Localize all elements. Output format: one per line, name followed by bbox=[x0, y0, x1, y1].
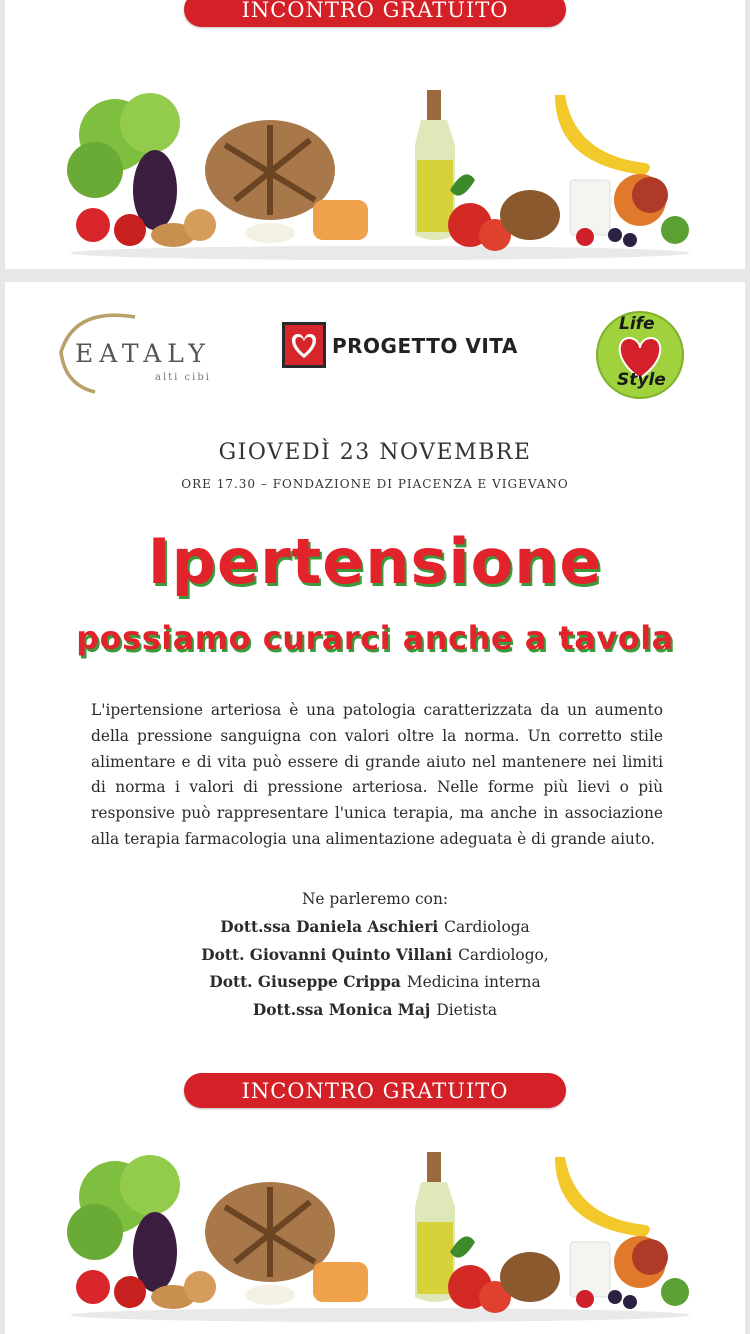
speaker-role: Cardiologa bbox=[444, 917, 530, 936]
speaker-row bbox=[5, 997, 745, 1025]
speaker-name: Dott.ssa Daniela Aschieri bbox=[220, 917, 439, 936]
life-style-line2: Style bbox=[617, 370, 666, 390]
food-illustration-bottom bbox=[55, 1147, 705, 1327]
top-flyer-card bbox=[5, 0, 745, 269]
main-flyer-card bbox=[5, 282, 745, 1334]
headline-subtitle: possiamo curarci anche a tavola bbox=[76, 619, 674, 657]
description-paragraph: L'ipertensione arteriosa è una patologia caratterizzata da un aumento della pressione sanguigna con valori oltre la norma. Un corretto stile alimentare e di vita può essere di grande aiuto nel mantenere nei limiti di norma i valori di pressione arteriosa. Nelle forme più lievi o più responsive può rappresentare l'unica terapia, ma anche in associazione alla terapia farmacologia una alimentazione adeguata è di grande aiuto. bbox=[91, 701, 663, 848]
speakers-intro: Ne parleremo con: bbox=[301, 890, 449, 908]
speaker-role: Dietista bbox=[436, 1001, 498, 1020]
progetto-vita-logo bbox=[280, 320, 530, 372]
life-style-logo bbox=[595, 310, 685, 400]
eataly-logo bbox=[55, 307, 215, 397]
event-date: GIOVEDÌ 23 NOVEMBRE bbox=[218, 440, 532, 465]
progetto-vita-wordmark: PROGETTO VITA bbox=[332, 334, 518, 358]
speaker-row bbox=[5, 942, 745, 970]
life-style-line1: Life bbox=[619, 314, 655, 334]
speaker-row bbox=[5, 914, 745, 942]
eataly-wordmark: EATALY bbox=[75, 339, 211, 368]
speaker-name: Dott.ssa Monica Maj bbox=[252, 1001, 431, 1020]
headline-title: Ipertensione bbox=[147, 525, 603, 598]
speakers-section bbox=[5, 886, 745, 1025]
food-illustration-top bbox=[55, 85, 705, 265]
speaker-name: Dott. Giuseppe Crippa bbox=[209, 973, 401, 992]
speaker-role: Medicina interna bbox=[406, 973, 541, 992]
speaker-role: Cardiologo, bbox=[458, 945, 549, 964]
eataly-tagline: alti cibi bbox=[155, 372, 211, 383]
free-event-banner-bottom: INCONTRO GRATUITO bbox=[184, 1073, 566, 1108]
heart-badge-icon bbox=[280, 320, 330, 372]
free-event-banner-top: INCONTRO GRATUITO bbox=[184, 0, 566, 27]
event-details: ORE 17.30 – FONDAZIONE DI PIACENZA E VIGEVANO bbox=[181, 477, 569, 491]
speaker-row bbox=[5, 969, 745, 997]
speaker-name: Dott. Giovanni Quinto Villani bbox=[201, 945, 453, 964]
